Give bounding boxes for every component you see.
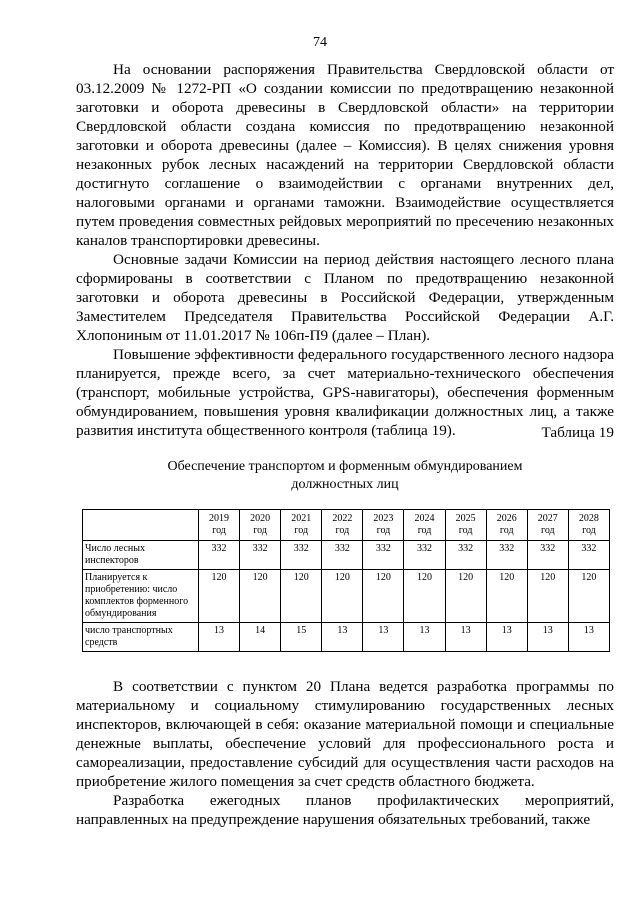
table-row-vehicles	[83, 623, 610, 652]
table-cell: 120	[404, 570, 445, 623]
table-cell: 332	[486, 541, 527, 570]
year-header	[199, 510, 240, 541]
year-unit: год	[540, 525, 555, 536]
table-cell: 13	[363, 623, 404, 652]
table-cell: 332	[199, 541, 240, 570]
year-unit: год	[212, 525, 226, 536]
year-value: 2019	[209, 513, 230, 524]
table-cell: 120	[199, 570, 240, 623]
year-header	[240, 510, 281, 541]
table-cell: 332	[240, 541, 281, 570]
table-cell: 13	[486, 623, 527, 652]
table-caption: Таблица 19	[541, 424, 614, 441]
year-header	[568, 510, 609, 541]
paragraph-prevention: Разработка ежегодных планов профилактических мероприятий, направленных на предупреждение нарушения обязательных требований, также	[76, 792, 614, 828]
table-cell: 332	[363, 541, 404, 570]
table-cell: 332	[322, 541, 363, 570]
body-text-top	[76, 60, 614, 440]
paragraph-efficiency: Повышение эффективности федерального государственного лесного надзора планируется, прежде всего, за счет материально-технического обеспечения (транспорт, мобильные устройства, GPS-навигаторы), обеспечения форменным обмундированием, повышения уровня квалификации должностных лиц, а также развития института общественного контроля (таблица 19).	[76, 346, 614, 439]
header-empty-cell	[83, 510, 199, 541]
year-unit: год	[253, 525, 267, 536]
year-unit: год	[294, 525, 309, 536]
page-number: 74	[313, 35, 327, 50]
body-text-bottom	[76, 677, 614, 829]
table-cell: 120	[445, 570, 486, 623]
table-cell: 13	[527, 623, 568, 652]
year-value: 2020	[250, 513, 271, 524]
table-cell: 332	[568, 541, 609, 570]
year-value: 2024	[414, 513, 435, 524]
supply-table	[82, 509, 610, 652]
table-cell: 13	[568, 623, 609, 652]
year-header	[486, 510, 527, 541]
paragraph-tasks: Основные задачи Комиссии на период действия настоящего лесного плана сформированы в соответствии с Планом по предотвращению незаконной заготовки и оборота древесины в Российской Федерации, утвержденным Заместителем Председателя Правительства Российской Федерации А.Г. Хлопониным от 11.01.2017 № 106п-П9 (далее – План).	[76, 251, 614, 344]
table-cell: 120	[363, 570, 404, 623]
table-cell: 120	[486, 570, 527, 623]
year-header	[322, 510, 363, 541]
table-cell: 332	[404, 541, 445, 570]
paragraph-stimulation: В соответствии с пунктом 20 Плана ведется разработка программы по материальному и социальному стимулированию государственных лесных инспекторов, включающей в себя: оказание материальной помощи и специальные денежные выплаты, обеспечение условий для профессионального роста и самореализации, предоставление субсидий для осуществления части расходов на приобретение жилого помещения за счет средств областного бюджета.	[76, 678, 614, 790]
year-unit: год	[499, 525, 514, 536]
year-value: 2027	[537, 513, 558, 524]
year-value: 2021	[291, 513, 312, 524]
year-value: 2028	[578, 513, 599, 524]
year-unit: год	[376, 525, 391, 536]
row-label: число транспортных средств	[83, 623, 199, 652]
table-cell: 120	[527, 570, 568, 623]
table-title-line-1: Обеспечение транспортом и форменным обмундированием	[167, 459, 523, 474]
row-label: Планируется к приобретению: число комплектов форменного обмундирования	[83, 570, 199, 623]
year-unit: год	[458, 525, 473, 536]
table-cell: 332	[281, 541, 322, 570]
table-row-uniforms	[83, 570, 610, 623]
table-cell: 120	[240, 570, 281, 623]
year-unit: год	[335, 525, 350, 536]
table-cell: 13	[404, 623, 445, 652]
table-title	[92, 458, 598, 494]
table-cell: 120	[281, 570, 322, 623]
year-header	[404, 510, 445, 541]
table-title-line-2: должностных лиц	[291, 477, 399, 492]
year-value: 2025	[455, 513, 476, 524]
table-row-inspectors	[83, 541, 610, 570]
table-cell: 120	[322, 570, 363, 623]
table-cell: 14	[240, 623, 281, 652]
year-value: 2026	[496, 513, 517, 524]
year-header	[363, 510, 404, 541]
table-header-row	[83, 510, 610, 541]
year-unit: год	[582, 525, 596, 536]
year-value: 2022	[332, 513, 353, 524]
year-header	[281, 510, 322, 541]
paragraph-commission: На основании распоряжения Правительства Свердловской области от 03.12.2009 № 1272-РП «О создании комиссии по предотвращению незаконной заготовки и оборота древесины в Свердловской области» на территории Свердловской области создана комиссия по предотвращению незаконной заготовки и оборота древесины (далее – Комиссия). В целях снижения уровня незаконных рубок лесных насаждений на территории Свердловской области достигнуто соглашение о взаимодействии с органами внутренних дел, налоговыми органами и органами таможни. Взаимодействие осуществляется путем проведения совместных рейдовых мероприятий по пресечению незаконных каналов транспортировки древесины.	[76, 61, 614, 249]
table-cell: 13	[199, 623, 240, 652]
table-cell: 332	[527, 541, 568, 570]
table-cell: 15	[281, 623, 322, 652]
year-value: 2023	[373, 513, 394, 524]
year-header	[527, 510, 568, 541]
row-label: Число лесных инспекторов	[83, 541, 199, 570]
table-cell: 120	[568, 570, 609, 623]
table-cell: 332	[445, 541, 486, 570]
year-unit: год	[417, 525, 432, 536]
year-header	[445, 510, 486, 541]
table-cell: 13	[322, 623, 363, 652]
table-cell: 13	[445, 623, 486, 652]
